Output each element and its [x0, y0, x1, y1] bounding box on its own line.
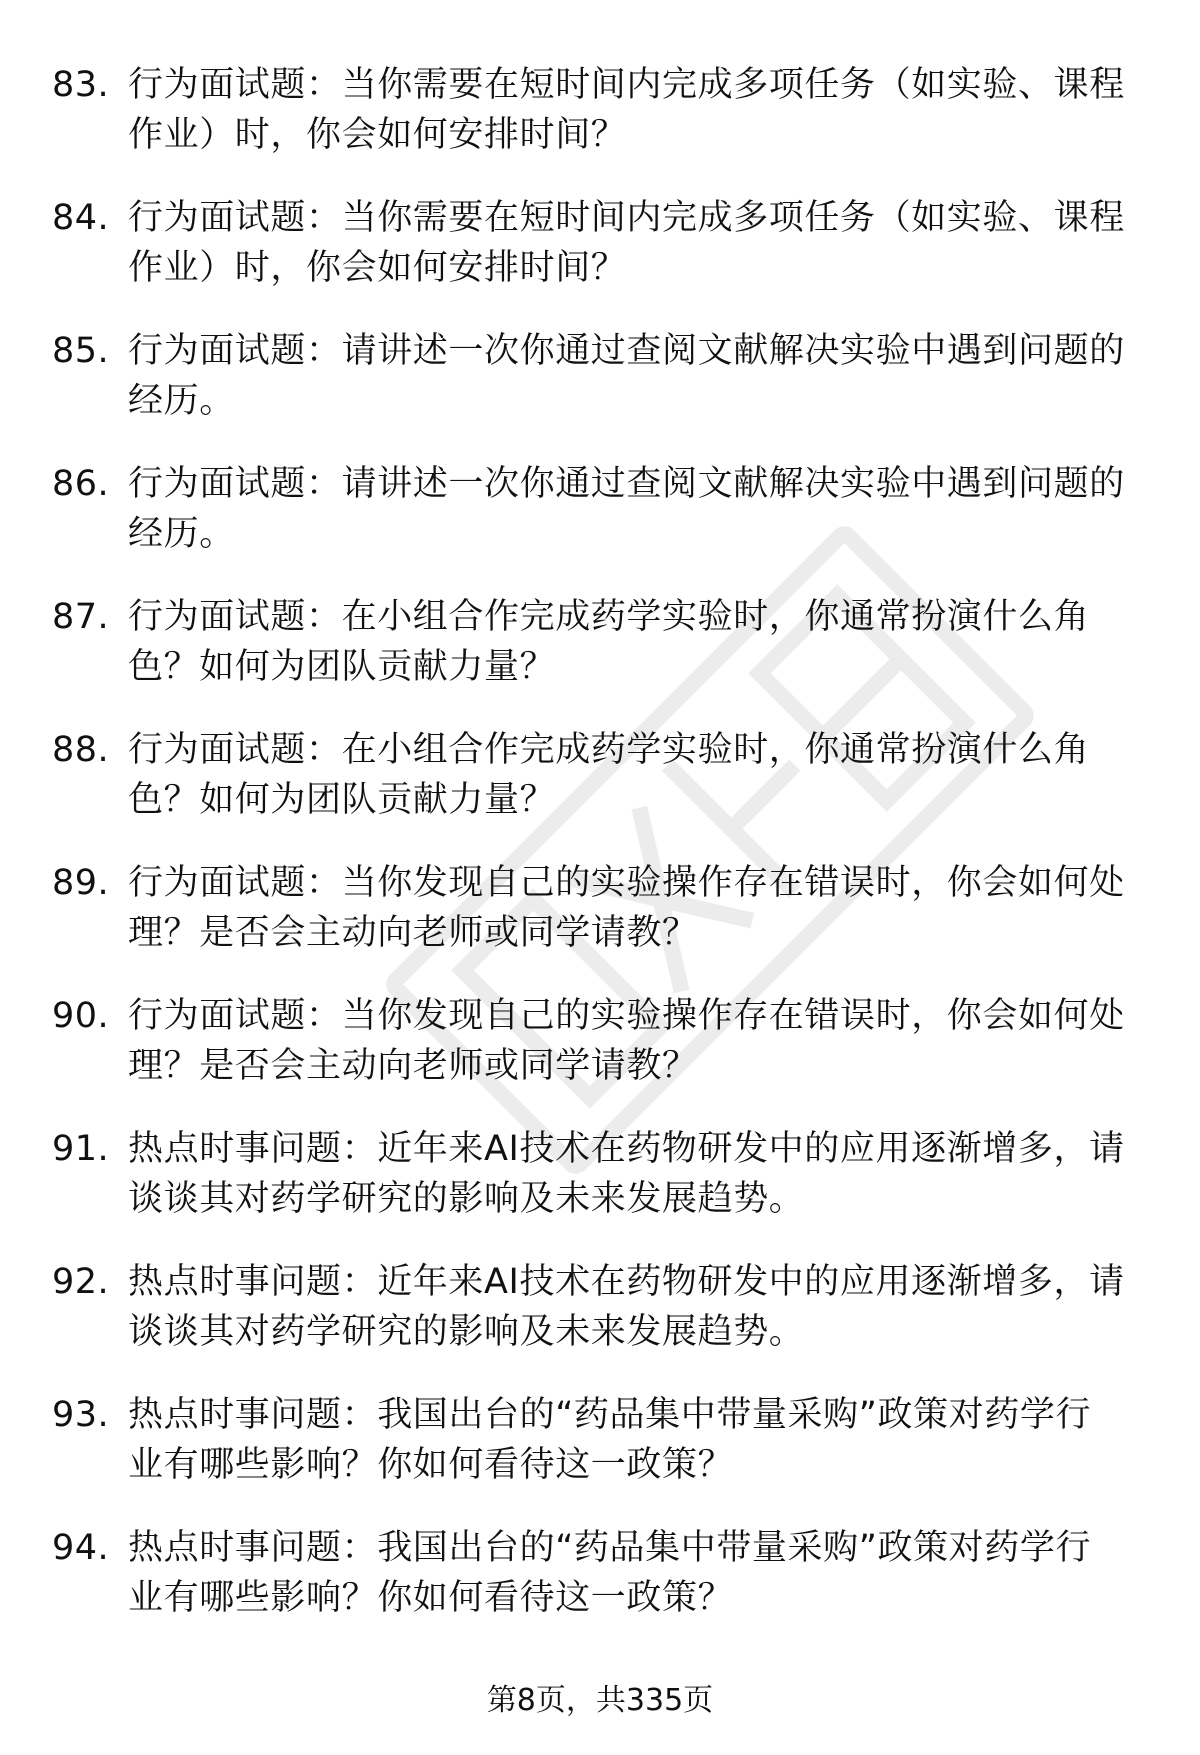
- question-text-line: 理？是否会主动向老师或同学请教？: [128, 1046, 698, 1086]
- question-text-line: 经历。: [128, 514, 235, 554]
- question-item: [0, 592, 1200, 725]
- question-item: [0, 1124, 1200, 1257]
- question-text-line: 行为面试题：当你需要在短时间内完成多项任务（如实验、课程: [128, 198, 1125, 238]
- question-text-line: 热点时事问题：我国出台的“药品集中带量采购”政策对药学行: [128, 1395, 1092, 1435]
- question-number: 84.: [52, 198, 110, 238]
- question-text-line: 理？是否会主动向老师或同学请教？: [128, 913, 698, 953]
- question-text: [128, 592, 1148, 692]
- question-number: 91.: [52, 1129, 110, 1169]
- question-text-line: 色？如何为团队贡献力量？: [128, 780, 556, 820]
- question-number: 89.: [52, 863, 110, 903]
- question-text-line: 谈谈其对药学研究的影响及未来发展趋势。: [128, 1312, 805, 1352]
- question-text-line: 业有哪些影响？你如何看待这一政策？: [128, 1578, 734, 1618]
- question-text-line: 色？如何为团队贡献力量？: [128, 647, 556, 687]
- question-item: [0, 858, 1200, 991]
- question-text-line: 谈谈其对药学研究的影响及未来发展趋势。: [128, 1179, 805, 1219]
- question-text-line: 经历。: [128, 381, 235, 421]
- question-text: [128, 1523, 1148, 1623]
- question-text-line: 行为面试题：请讲述一次你通过查阅文献解决实验中遇到问题的: [128, 464, 1125, 504]
- question-number: 86.: [52, 464, 110, 504]
- question-number: 94.: [52, 1528, 110, 1568]
- question-item: [0, 193, 1200, 326]
- question-list: [0, 60, 1200, 1656]
- question-text-line: 行为面试题：在小组合作完成药学实验时，你通常扮演什么角: [128, 730, 1090, 770]
- question-text-line: 作业）时，你会如何安排时间？: [128, 248, 627, 288]
- question-text-line: 行为面试题：当你需要在短时间内完成多项任务（如实验、课程: [128, 65, 1125, 105]
- question-item: [0, 1257, 1200, 1390]
- question-item: [0, 1523, 1200, 1656]
- question-number: 85.: [52, 331, 110, 371]
- question-text-line: 行为面试题：当你发现自己的实验操作存在错误时，你会如何处: [128, 996, 1125, 1036]
- question-number: 88.: [52, 730, 110, 770]
- question-text-line: 热点时事问题：近年来AI技术在药物研发中的应用逐渐增多，请: [128, 1262, 1125, 1302]
- question-text-line: 热点时事问题：我国出台的“药品集中带量采购”政策对药学行: [128, 1528, 1092, 1568]
- question-number: 87.: [52, 597, 110, 637]
- question-text-line: 作业）时，你会如何安排时间？: [128, 115, 627, 155]
- question-item: [0, 1390, 1200, 1523]
- question-text: [128, 991, 1148, 1091]
- question-text-line: 行为面试题：在小组合作完成药学实验时，你通常扮演什么角: [128, 597, 1090, 637]
- question-number: 93.: [52, 1395, 110, 1435]
- question-text-line: 行为面试题：当你发现自己的实验操作存在错误时，你会如何处: [128, 863, 1125, 903]
- question-number: 90.: [52, 996, 110, 1036]
- question-item: [0, 459, 1200, 592]
- question-text-line: 热点时事问题：近年来AI技术在药物研发中的应用逐渐增多，请: [128, 1129, 1125, 1169]
- question-text: [128, 1257, 1148, 1357]
- question-text: [128, 858, 1148, 958]
- question-item: [0, 326, 1200, 459]
- question-number: 92.: [52, 1262, 110, 1302]
- question-text: [128, 60, 1148, 160]
- question-text: [128, 1124, 1148, 1224]
- question-item: [0, 991, 1200, 1124]
- question-text: [128, 725, 1148, 825]
- question-number: 83.: [52, 65, 110, 105]
- question-text: [128, 1390, 1148, 1490]
- page-footer: 第8页，共335页: [486, 1683, 714, 1718]
- question-text: [128, 326, 1148, 426]
- question-text-line: 行为面试题：请讲述一次你通过查阅文献解决实验中遇到问题的: [128, 331, 1125, 371]
- question-text: [128, 459, 1148, 559]
- question-item: [0, 725, 1200, 858]
- question-text: [128, 193, 1148, 293]
- question-text-line: 业有哪些影响？你如何看待这一政策？: [128, 1445, 734, 1485]
- question-item: [0, 60, 1200, 193]
